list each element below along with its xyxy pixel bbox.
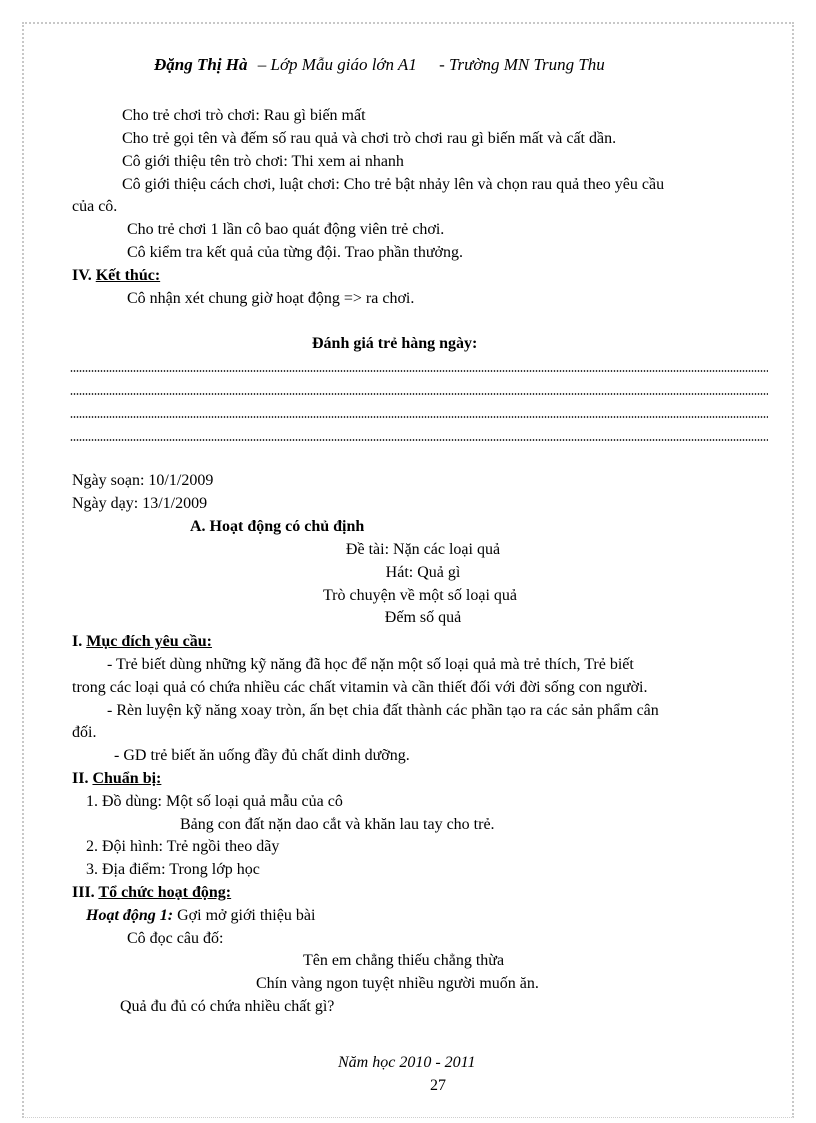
text-line: - GD trẻ biết ăn uống đầy đủ chất dinh dưỡng. <box>114 747 410 764</box>
song-line: Hát: Quả gì <box>385 564 461 581</box>
text-line: 2. Đội hình: Trẻ ngồi theo dãy <box>86 838 280 855</box>
page-header <box>154 55 605 75</box>
section-number: IV. <box>72 267 92 284</box>
text-line: Cho trẻ chơi trò chơi: Rau gì biến mất <box>122 107 366 124</box>
section-heading-ii <box>72 769 161 789</box>
section-title: Kết thúc: <box>95 267 161 284</box>
riddle-line: Chín vàng ngon tuyệt nhiều người muốn ăn. <box>256 975 539 992</box>
text-line: Cô giới thiệu cách chơi, luật chơi: Cho trẻ bật nhảy lên và chọn rau quả theo yêu cầu <box>122 176 665 193</box>
text-line: Cô đọc câu đố: <box>127 930 224 947</box>
count-line: Đếm số quả <box>384 609 462 626</box>
dotted-line <box>70 393 768 395</box>
dotted-line <box>70 439 768 441</box>
text-line: Bảng con đất nặn dao cắt và khăn lau tay cho trẻ. <box>180 816 495 833</box>
activity-text: Gợi mở giới thiệu bài <box>173 907 316 924</box>
text-line: Cho trẻ gọi tên và đếm số rau quả và chơi trò chơi rau gì biến mất và cất dần. <box>122 130 617 147</box>
text-line: Cô kiểm tra kết quả của từng đội. Trao phần thưởng. <box>127 244 463 261</box>
section-title: Chuẩn bị: <box>92 770 162 787</box>
dotted-line <box>70 370 768 372</box>
text-line: 3. Địa điểm: Trong lớp học <box>86 861 260 878</box>
header-class: – Lớp Mẫu giáo lớn A1 <box>257 55 417 74</box>
section-number: II. <box>72 770 89 787</box>
text-line: của cô. <box>72 198 118 215</box>
text-line: Cho trẻ chơi 1 lần cô bao quát động viên trẻ chơi. <box>127 221 445 238</box>
text-line: đối. <box>72 724 97 741</box>
section-number: I. <box>72 633 83 650</box>
section-heading-iii <box>72 883 231 903</box>
page-number: 27 <box>430 1077 446 1094</box>
topic-line: Đề tài: Nặn các loại quả <box>345 541 501 558</box>
activity-label: Hoạt động 1: <box>86 907 174 924</box>
evaluation-title: Đánh giá trẻ hàng ngày: <box>312 335 478 352</box>
text-line: Cô giới thiệu tên trò chơi: Thi xem ai nhanh <box>122 153 404 170</box>
section-a-title: A. Hoạt động có chủ định <box>190 518 365 535</box>
section-title: Tổ chức hoạt động: <box>98 884 232 901</box>
text-line: - Trẻ biết dùng những kỹ năng đã học để nặn một số loại quả mà trẻ thích, Trẻ biết <box>107 656 634 673</box>
section-heading-i <box>72 632 212 652</box>
text-line: trong các loại quả có chứa nhiều các chất vitamin và cần thiết đối với đời sống con người. <box>72 679 648 696</box>
footer-year: Năm học 2010 - 2011 <box>338 1054 476 1071</box>
riddle-line: Tên em chẳng thiếu chẳng thừa <box>303 952 505 969</box>
activity-1-line <box>86 906 315 926</box>
date-taught: Ngày dạy: 13/1/2009 <box>72 495 208 512</box>
dotted-line <box>70 416 768 418</box>
date-prepared: Ngày soạn: 10/1/2009 <box>72 472 214 489</box>
text-line: - Rèn luyện kỹ năng xoay tròn, ấn bẹt chia đất thành các phần tạo ra các sản phẩm cân <box>107 702 659 719</box>
section-number: III. <box>72 884 95 901</box>
text-line: 1. Đồ dùng: Một số loại quả mẫu của cô <box>86 793 343 810</box>
talk-line: Trò chuyện về một số loại quả <box>322 587 518 604</box>
header-author: Đặng Thị Hà <box>154 55 248 74</box>
header-school: - Trường MN Trung Thu <box>439 55 605 74</box>
section-heading-iv <box>72 266 160 286</box>
section-title: Mục đích yêu cầu: <box>86 633 213 650</box>
text-line: Quả đu đủ có chứa nhiều chất gì? <box>120 998 335 1015</box>
text-line: Cô nhận xét chung giờ hoạt động => ra chơi. <box>127 290 415 307</box>
